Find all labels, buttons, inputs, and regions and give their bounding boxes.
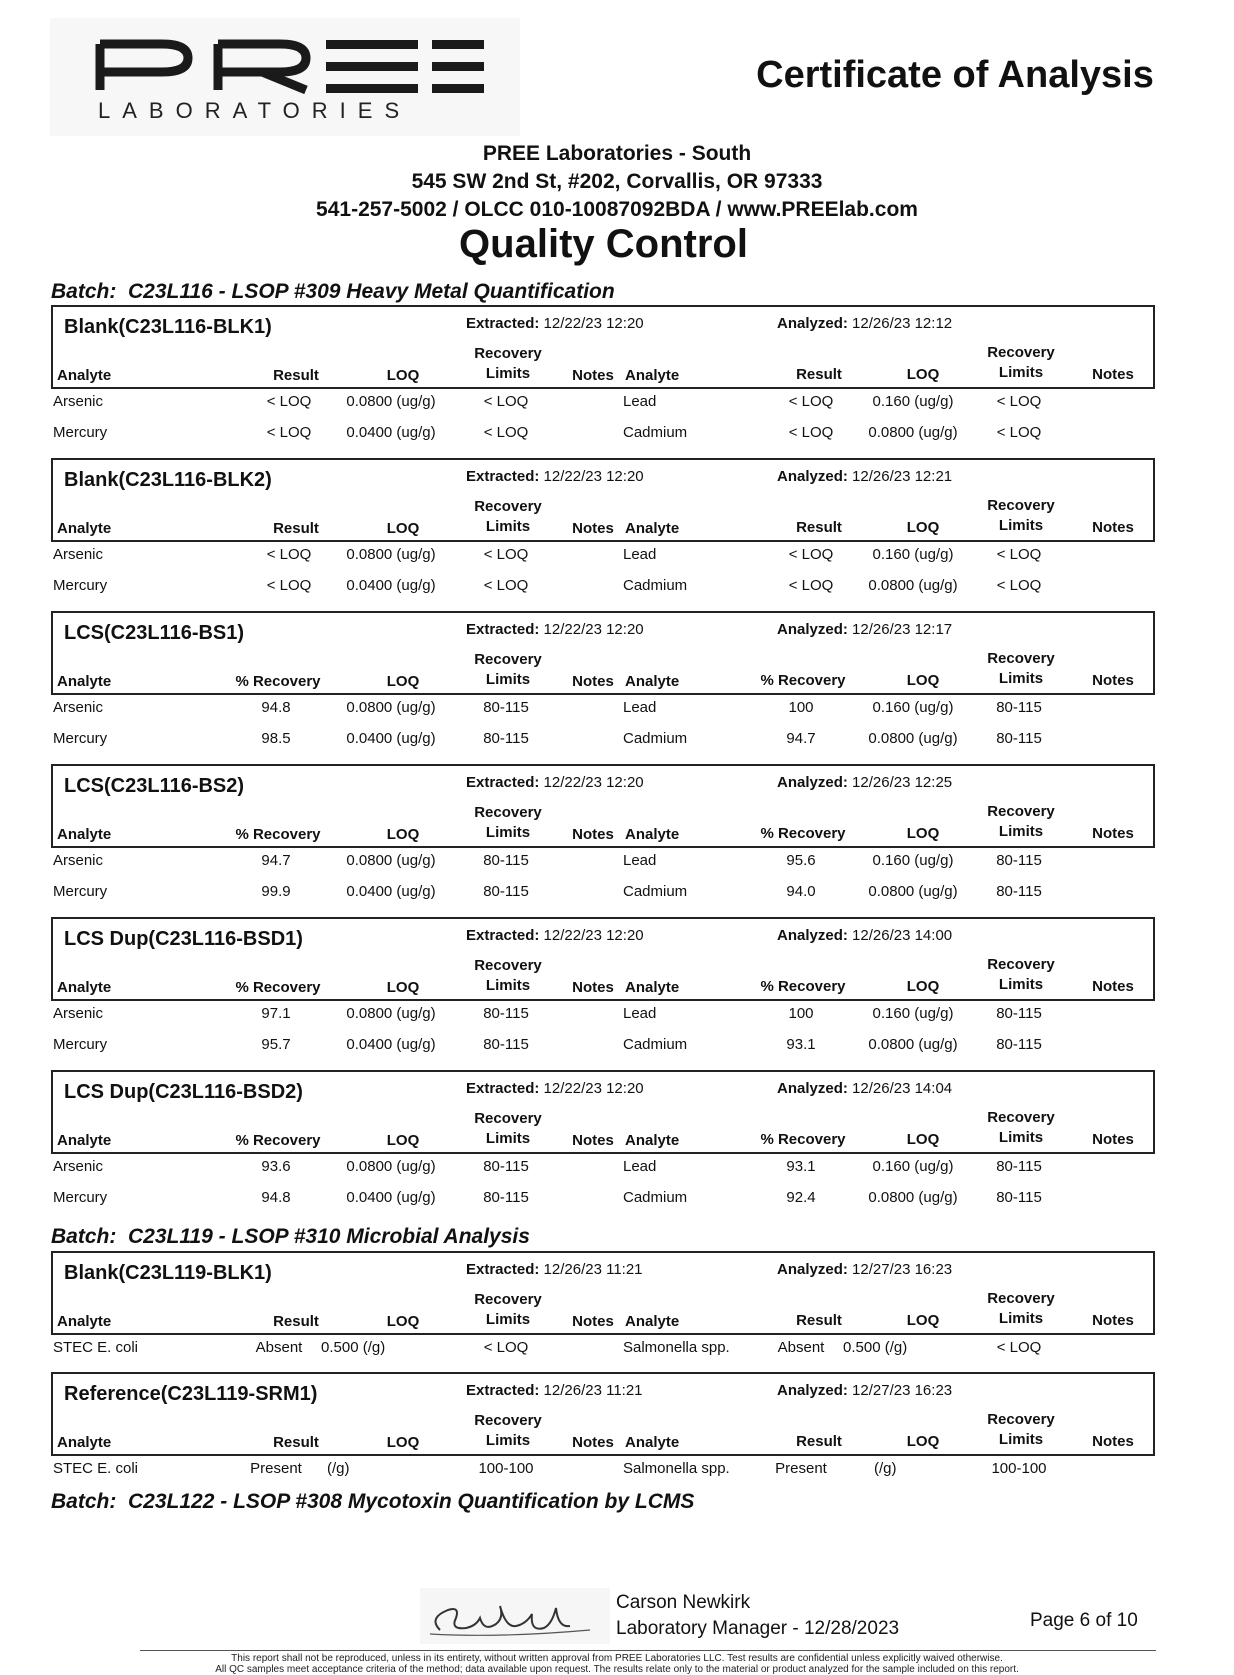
qc-sample-block [51, 1372, 1155, 1487]
col-pct-recovery: % Recovery [760, 978, 846, 995]
qc-data-row [51, 1185, 1155, 1216]
analyte: Lead [623, 852, 657, 869]
col-analyte: Analyte [625, 367, 680, 384]
extracted-date: Extracted: 12/22/23 12:20 [466, 1080, 644, 1097]
col-recovery: Recovery [987, 956, 1055, 973]
col-analyte: Analyte [57, 673, 112, 690]
result: 99.9 [261, 883, 291, 900]
analyzed-date: Analyzed: 12/26/23 12:17 [777, 621, 953, 638]
limits: 80-115 [996, 1005, 1042, 1022]
result: Absent [255, 1339, 303, 1356]
col-loq: LOQ [906, 1433, 940, 1450]
col-loq: LOQ [906, 519, 940, 536]
result: < LOQ [266, 546, 312, 563]
result: < LOQ [266, 393, 312, 410]
loq: 0.0800 (ug/g) [868, 1189, 958, 1206]
loq: 0.0400 (ug/g) [346, 730, 436, 747]
col-loq: LOQ [386, 826, 420, 843]
col-limits: Limits [998, 823, 1044, 840]
extracted-date: Extracted: 12/22/23 12:20 [466, 927, 644, 944]
loq: 0.0400 (ug/g) [346, 883, 436, 900]
col-analyte: Analyte [625, 1313, 680, 1330]
col-analyte: Analyte [57, 520, 112, 537]
document-title: Certificate of Analysis [756, 54, 1154, 96]
limits: 80-115 [483, 852, 529, 869]
analyte: Mercury [53, 1189, 108, 1206]
col-analyte: Analyte [57, 1313, 112, 1330]
col-recovery: Recovery [474, 498, 542, 515]
analyte: Cadmium [623, 730, 688, 747]
result: 98.5 [261, 730, 291, 747]
col-notes: Notes [1092, 519, 1134, 536]
qc-data-row [51, 420, 1155, 451]
col-result: Result [273, 1313, 319, 1330]
loq: 0.0800 (ug/g) [868, 1036, 958, 1053]
sample-name: Blank(C23L116-BLK1) [64, 316, 272, 338]
col-recovery: Recovery [987, 650, 1055, 667]
analyzed-date: Analyzed: 12/26/23 14:00 [777, 927, 953, 944]
loq: 0.0800 (ug/g) [868, 883, 958, 900]
col-analyte: Analyte [625, 826, 680, 843]
col-loq: LOQ [386, 1132, 420, 1149]
qc-header-box [51, 611, 1155, 695]
extracted-date: Extracted: 12/22/23 12:20 [466, 774, 644, 791]
loq: 0.500 (/g) [843, 1339, 908, 1356]
analyte: Cadmium [623, 577, 688, 594]
col-limits: Limits [485, 518, 531, 535]
signature-mark [420, 1588, 610, 1644]
loq: 0.160 (ug/g) [872, 1158, 954, 1175]
limits: 80-115 [483, 1036, 529, 1053]
qc-sample-block [51, 458, 1155, 604]
col-analyte: Analyte [625, 1434, 680, 1451]
analyte: Arsenic [53, 699, 104, 716]
limits: 80-115 [483, 1189, 529, 1206]
extracted-date: Extracted: 12/22/23 12:20 [466, 468, 644, 485]
qc-sample-block [51, 1251, 1155, 1366]
batch-heading: Batch: C23L116 - LSOP #309 Heavy Metal Quantification [51, 280, 615, 303]
col-limits: Limits [485, 671, 531, 688]
loq: 0.0400 (ug/g) [346, 577, 436, 594]
col-limits: Limits [998, 517, 1044, 534]
analyzed-date: Analyzed: 12/26/23 12:12 [777, 315, 953, 332]
limits: 80-115 [483, 1158, 529, 1175]
col-limits: Limits [998, 670, 1044, 687]
col-loq: LOQ [906, 825, 940, 842]
col-analyte: Analyte [625, 1132, 680, 1149]
loq: 0.0400 (ug/g) [346, 1189, 436, 1206]
result: < LOQ [788, 577, 834, 594]
loq: 0.0800 (ug/g) [868, 730, 958, 747]
qc-data-row [51, 573, 1155, 604]
col-analyte: Analyte [57, 1132, 112, 1149]
col-pct-recovery: % Recovery [235, 1132, 321, 1149]
sample-name: Blank(C23L119-BLK1) [64, 1262, 272, 1284]
col-limits: Limits [485, 365, 531, 382]
loq: 0.0800 (ug/g) [868, 424, 958, 441]
col-limits: Limits [998, 1431, 1044, 1448]
col-notes: Notes [572, 1132, 614, 1149]
col-recovery: Recovery [474, 1291, 542, 1308]
col-loq: LOQ [386, 367, 420, 384]
limits: 80-115 [483, 883, 529, 900]
col-pct-recovery: % Recovery [235, 826, 321, 843]
col-result: Result [273, 520, 319, 537]
qc-data-row [51, 726, 1155, 757]
qc-sample-block [51, 611, 1155, 757]
limits: 80-115 [996, 730, 1042, 747]
col-limits: Limits [485, 977, 531, 994]
col-notes: Notes [1092, 672, 1134, 689]
extracted-date: Extracted: 12/22/23 12:20 [466, 621, 644, 638]
extracted-date: Extracted: 12/26/23 11:21 [466, 1382, 643, 1399]
col-notes: Notes [1092, 978, 1134, 995]
qc-data-row [51, 1032, 1155, 1063]
result: 94.8 [261, 1189, 291, 1206]
limits: 80-115 [996, 1158, 1042, 1175]
col-loq: LOQ [906, 672, 940, 689]
loq: 0.0800 (ug/g) [346, 1005, 436, 1022]
batch-heading: Batch: C23L119 - LSOP #310 Microbial Analysis [51, 1225, 530, 1248]
sample-name: LCS Dup(C23L116-BSD2) [64, 1081, 303, 1103]
limits: 80-115 [483, 730, 529, 747]
col-limits: Limits [998, 976, 1044, 993]
limits: < LOQ [996, 1339, 1042, 1356]
col-loq: LOQ [386, 673, 420, 690]
analyte: Arsenic [53, 1005, 104, 1022]
qc-data-row [51, 879, 1155, 910]
loq: 0.160 (ug/g) [872, 852, 954, 869]
col-result: Result [273, 1434, 319, 1451]
col-limits: Limits [485, 1432, 531, 1449]
analyte: Lead [623, 393, 657, 410]
qc-header-box [51, 764, 1155, 848]
signer-title: Laboratory Manager - 12/28/2023 [616, 1618, 900, 1639]
footer-disclaimer: This report shall not be reproduced, unless in its entirety, without written approval from PREE Laboratories LLC. Test results are confidential unless explicitly waived otherwise. [231, 1653, 1003, 1664]
col-limits: Limits [485, 824, 531, 841]
sample-name: LCS(C23L116-BS2) [64, 775, 245, 797]
analyte: Mercury [53, 1036, 108, 1053]
analyte: Arsenic [53, 1158, 104, 1175]
loq: 0.160 (ug/g) [872, 393, 954, 410]
loq: 0.0400 (ug/g) [346, 424, 436, 441]
analyte: Lead [623, 1158, 657, 1175]
lab-name: PREE Laboratories - South [482, 142, 752, 165]
col-recovery: Recovery [987, 1290, 1055, 1307]
col-loq: LOQ [386, 1434, 420, 1451]
col-recovery: Recovery [987, 803, 1055, 820]
result: 95.6 [786, 852, 816, 869]
col-recovery: Recovery [987, 344, 1055, 361]
col-loq: LOQ [386, 520, 420, 537]
analyte: Cadmium [623, 883, 688, 900]
col-recovery: Recovery [474, 1412, 542, 1429]
loq: 0.500 (/g) [321, 1339, 386, 1356]
result: Present [250, 1460, 302, 1477]
limits: < LOQ [996, 393, 1042, 410]
col-limits: Limits [998, 1310, 1044, 1327]
page-number: Page 6 of 10 [1030, 1610, 1138, 1631]
col-recovery: Recovery [474, 651, 542, 668]
qc-sample-block [51, 764, 1155, 910]
col-limits: Limits [998, 1129, 1044, 1146]
col-notes: Notes [572, 826, 614, 843]
analyzed-date: Analyzed: 12/27/23 16:23 [777, 1382, 953, 1399]
limits: 80-115 [996, 883, 1042, 900]
limits: 80-115 [483, 1005, 529, 1022]
analyte: Lead [623, 546, 657, 563]
col-notes: Notes [1092, 1433, 1134, 1450]
analyte: Mercury [53, 883, 108, 900]
limits: < LOQ [483, 424, 529, 441]
result: < LOQ [266, 577, 312, 594]
analyte: Mercury [53, 424, 108, 441]
limits: < LOQ [996, 546, 1042, 563]
analyzed-date: Analyzed: 12/27/23 16:23 [777, 1261, 953, 1278]
analyte: Arsenic [53, 393, 104, 410]
sample-name: LCS(C23L116-BS1) [64, 622, 245, 644]
col-limits: Limits [998, 364, 1044, 381]
analyte: Cadmium [623, 424, 688, 441]
analyte: Lead [623, 699, 657, 716]
result: 93.1 [786, 1158, 816, 1175]
col-result: Result [273, 367, 319, 384]
signature-image [420, 1588, 610, 1644]
qc-header-box [51, 458, 1155, 542]
limits: < LOQ [483, 546, 529, 563]
result: 92.4 [786, 1189, 816, 1206]
extracted-date: Extracted: 12/22/23 12:20 [466, 315, 644, 332]
result: < LOQ [788, 393, 834, 410]
loq: 0.0800 (ug/g) [346, 546, 436, 563]
footer-disclaimer: All QC samples meet acceptance criteria of the method; data available upon request. The results relate only to the material or product analyzed for the sample included on this report. [215, 1664, 1019, 1675]
limits: 80-115 [483, 699, 529, 716]
result: 97.1 [261, 1005, 291, 1022]
qc-data-row [51, 542, 1155, 573]
col-recovery: Recovery [474, 957, 542, 974]
col-loq: LOQ [906, 1131, 940, 1148]
result: 93.1 [786, 1036, 816, 1053]
result: Absent [777, 1339, 825, 1356]
result: 95.7 [261, 1036, 291, 1053]
col-limits: Limits [485, 1130, 531, 1147]
qc-data-row [51, 848, 1155, 879]
col-analyte: Analyte [625, 979, 680, 996]
result: 94.7 [786, 730, 816, 747]
col-limits: Limits [485, 1311, 531, 1328]
lab-address: 545 SW 2nd St, #202, Corvallis, OR 97333 [411, 170, 823, 193]
analyte: Cadmium [623, 1036, 688, 1053]
qc-header-box [51, 1070, 1155, 1154]
col-analyte: Analyte [57, 826, 112, 843]
limits: 80-115 [996, 1189, 1042, 1206]
col-analyte: Analyte [625, 520, 680, 537]
sample-name: LCS Dup(C23L116-BSD1) [64, 928, 303, 950]
loq: (/g) [874, 1460, 897, 1477]
col-recovery: Recovery [987, 497, 1055, 514]
result: 94.0 [786, 883, 816, 900]
qc-data-row [51, 1335, 1155, 1366]
result: < LOQ [788, 424, 834, 441]
loq: 0.160 (ug/g) [872, 1005, 954, 1022]
col-loq: LOQ [906, 1312, 940, 1329]
analyte: Salmonella spp. [623, 1339, 730, 1356]
result: < LOQ [266, 424, 312, 441]
result: 94.7 [261, 852, 291, 869]
col-recovery: Recovery [474, 1110, 542, 1127]
limits: 100-100 [478, 1460, 534, 1477]
analyte: Mercury [53, 730, 108, 747]
col-pct-recovery: % Recovery [235, 673, 321, 690]
col-pct-recovery: % Recovery [235, 979, 321, 996]
result: < LOQ [788, 546, 834, 563]
qc-data-row [51, 1456, 1155, 1487]
footer-divider [140, 1650, 1156, 1651]
limits: < LOQ [483, 393, 529, 410]
col-recovery: Recovery [987, 1109, 1055, 1126]
qc-data-row [51, 1154, 1155, 1185]
col-pct-recovery: % Recovery [760, 825, 846, 842]
col-result: Result [796, 366, 842, 383]
sample-name: Blank(C23L116-BLK2) [64, 469, 272, 491]
limits: 80-115 [996, 1036, 1042, 1053]
qc-data-row [51, 695, 1155, 726]
col-recovery: Recovery [987, 1411, 1055, 1428]
loq: 0.0800 (ug/g) [346, 393, 436, 410]
loq: 0.160 (ug/g) [872, 546, 954, 563]
limits: < LOQ [483, 1339, 529, 1356]
limits: < LOQ [996, 577, 1042, 594]
extracted-date: Extracted: 12/26/23 11:21 [466, 1261, 643, 1278]
qc-data-row [51, 1001, 1155, 1032]
analyte: STEC E. coli [53, 1339, 139, 1356]
col-notes: Notes [572, 1313, 614, 1330]
loq: 0.0800 (ug/g) [346, 852, 436, 869]
analyte: Cadmium [623, 1189, 688, 1206]
col-result: Result [796, 1433, 842, 1450]
loq: 0.160 (ug/g) [872, 699, 954, 716]
analyte: Arsenic [53, 852, 104, 869]
col-recovery: Recovery [474, 345, 542, 362]
qc-sample-block [51, 1070, 1155, 1216]
signer-name: Carson Newkirk [616, 1592, 751, 1613]
analyte: Lead [623, 1005, 657, 1022]
loq: (/g) [327, 1460, 350, 1477]
col-pct-recovery: % Recovery [760, 672, 846, 689]
limits: 80-115 [996, 852, 1042, 869]
col-analyte: Analyte [57, 979, 112, 996]
col-analyte: Analyte [57, 1434, 112, 1451]
analyte: Salmonella spp. [623, 1460, 730, 1477]
col-loq: LOQ [386, 979, 420, 996]
result: 93.6 [261, 1158, 291, 1175]
col-loq: LOQ [906, 978, 940, 995]
qc-data-row [51, 389, 1155, 420]
result: 100 [788, 1005, 814, 1022]
qc-sample-block [51, 305, 1155, 451]
section-title: Quality Control [459, 222, 748, 266]
analyzed-date: Analyzed: 12/26/23 12:21 [777, 468, 953, 485]
col-analyte: Analyte [57, 367, 112, 384]
analyzed-date: Analyzed: 12/26/23 12:25 [777, 774, 953, 791]
col-notes: Notes [572, 367, 614, 384]
analyte: Arsenic [53, 546, 104, 563]
logo-subtitle: LABORATORIES [98, 98, 412, 123]
col-analyte: Analyte [625, 673, 680, 690]
analyte: Mercury [53, 577, 108, 594]
limits: < LOQ [996, 424, 1042, 441]
limits: 80-115 [996, 699, 1042, 716]
qc-header-box [51, 305, 1155, 389]
qc-header-box [51, 1251, 1155, 1335]
col-notes: Notes [1092, 1312, 1134, 1329]
lab-contact: 541-257-5002 / OLCC 010-10087092BDA / www.PREElab.com [316, 198, 918, 221]
limits: < LOQ [483, 577, 529, 594]
col-notes: Notes [1092, 825, 1134, 842]
col-result: Result [796, 519, 842, 536]
col-notes: Notes [572, 1434, 614, 1451]
batch-heading: Batch: C23L122 - LSOP #308 Mycotoxin Quantification by LCMS [51, 1490, 695, 1513]
analyte: STEC E. coli [53, 1460, 139, 1477]
col-notes: Notes [572, 979, 614, 996]
loq: 0.0800 (ug/g) [868, 577, 958, 594]
col-notes: Notes [572, 673, 614, 690]
col-loq: LOQ [386, 1313, 420, 1330]
col-notes: Notes [1092, 366, 1134, 383]
analyzed-date: Analyzed: 12/26/23 14:04 [777, 1080, 953, 1097]
col-notes: Notes [1092, 1131, 1134, 1148]
loq: 0.0400 (ug/g) [346, 1036, 436, 1053]
col-result: Result [796, 1312, 842, 1329]
col-recovery: Recovery [474, 804, 542, 821]
qc-sample-block [51, 917, 1155, 1063]
sample-name: Reference(C23L119-SRM1) [64, 1383, 318, 1405]
col-loq: LOQ [906, 366, 940, 383]
limits: 100-100 [991, 1460, 1047, 1477]
col-notes: Notes [572, 520, 614, 537]
qc-header-box [51, 1372, 1155, 1456]
loq: 0.0800 (ug/g) [346, 1158, 436, 1175]
result: 100 [788, 699, 814, 716]
col-pct-recovery: % Recovery [760, 1131, 846, 1148]
qc-header-box [51, 917, 1155, 1001]
result: 94.8 [261, 699, 291, 716]
result: Present [775, 1460, 827, 1477]
loq: 0.0800 (ug/g) [346, 699, 436, 716]
